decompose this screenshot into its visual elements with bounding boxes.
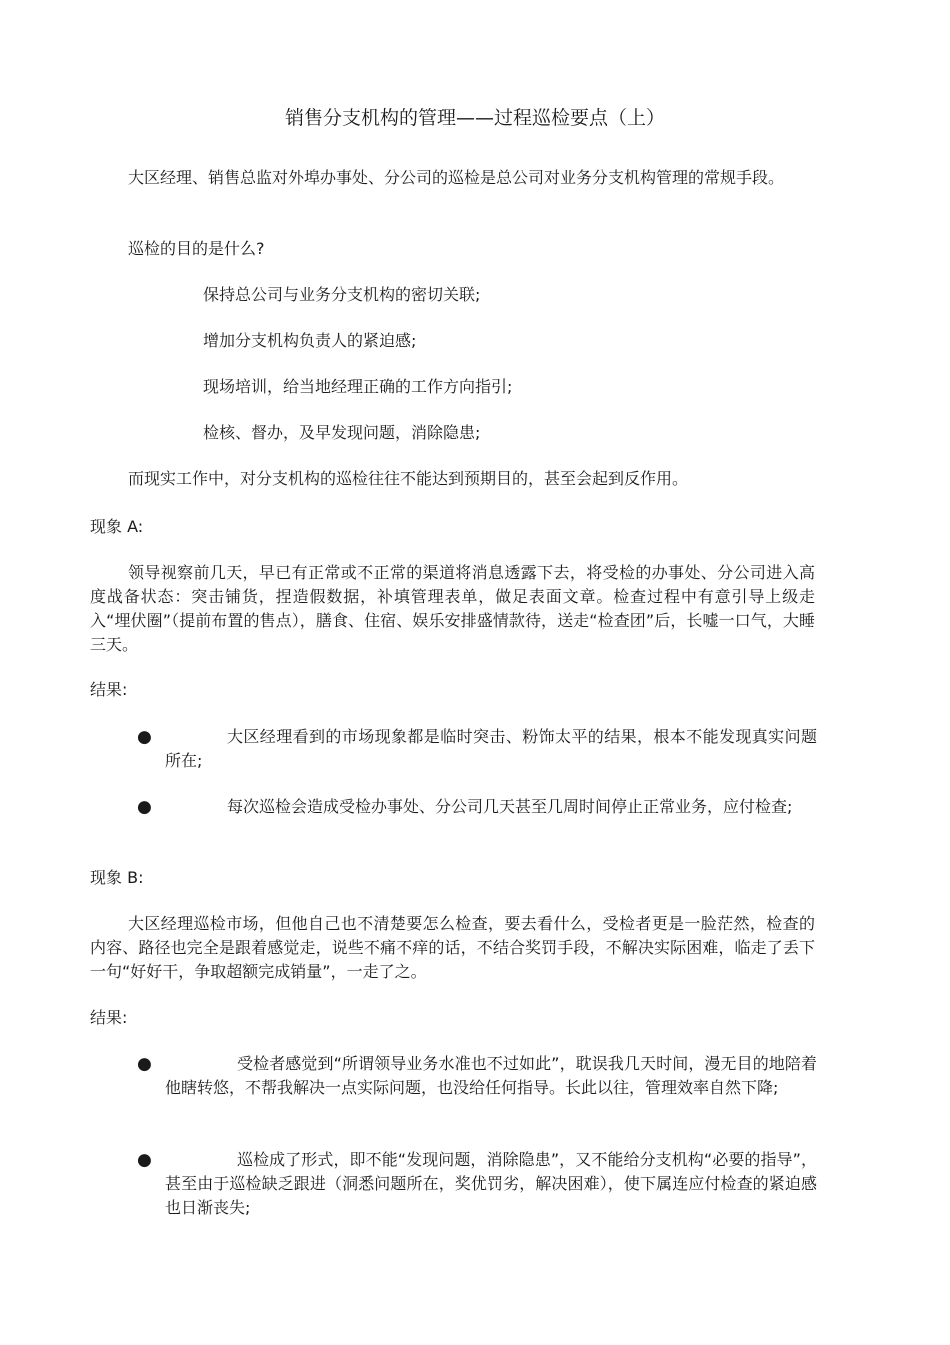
phenomenon-a-paragraph: 领导视察前几天，早已有正常或不正常的渠道将消息透露下去，将受检的办事处、分公司进入高度战备状态：突击铺货，捏造假数据，补填管理表单，做足表面文章。检查过程中有意引导上级走入“埋伏圈”（提前布置的售点），膳食、住宿、娱乐安排盛情款待，送走“检查团”后，长嘘一口气，大睡三天。	[90, 563, 815, 654]
result-a-text: 每次巡检会造成受检办事处、分公司几天甚至几周时间停止正常业务，应付检查;	[227, 797, 793, 816]
purpose-item: 增加分支机构负责人的紧迫感;	[203, 331, 417, 350]
question-line: 巡检的目的是什么?	[128, 239, 265, 258]
purpose-item: 检核、督办，及早发现问题，消除隐患;	[203, 423, 481, 442]
purpose-item: 保持总公司与业务分支机构的密切关联;	[203, 285, 481, 304]
result-a-item	[137, 725, 817, 773]
result-a-text: 大区经理看到的市场现象都是临时突击、粉饰太平的结果，根本不能发现真实问题所在;	[165, 727, 817, 770]
purpose-item: 现场培训，给当地经理正确的工作方向指引;	[203, 377, 513, 396]
result-b-label: 结果:	[90, 1008, 128, 1027]
result-b-item	[137, 1052, 817, 1100]
bullet-icon: ●	[137, 797, 152, 817]
bullet-icon: ●	[137, 1150, 152, 1170]
bullet-icon: ●	[137, 1054, 152, 1074]
result-b-text: 受检者感觉到“所谓领导业务水准也不过如此”，耽误我几天时间，漫无目的地陪着他瞎转悠，不帮我解决一点实际问题，也没给任何指导。长此以往，管理效率自然下降;	[165, 1054, 817, 1097]
phenomenon-a-label: 现象 A:	[90, 517, 144, 536]
result-b-text: 巡检成了形式，即不能“发现问题，消除隐患”，又不能给分支机构“必要的指导”，甚至由于巡检缺乏跟进（洞悉问题所在，奖优罚劣，解决困难），使下属连应付检查的紧迫感也日渐丧失;	[165, 1150, 817, 1217]
page-title: 销售分支机构的管理——过程巡检要点（上）	[284, 107, 665, 129]
result-a-label: 结果:	[90, 680, 128, 699]
result-b-item	[137, 1148, 817, 1220]
phenomenon-b-paragraph: 大区经理巡检市场，但他自己也不清楚要怎么检查，要去看什么，受检者更是一脸茫然，检查的内容、路径也完全是跟着感觉走，说些不痛不痒的话，不结合奖罚手段，不解决实际困难，临走了丢下一句“好好干，争取超额完成销量”，一走了之。	[90, 914, 815, 981]
intro-paragraph: 大区经理、销售总监对外埠办事处、分公司的巡检是总公司对业务分支机构管理的常规手段。	[128, 168, 785, 187]
result-a-item	[137, 795, 817, 819]
bullet-icon: ●	[137, 727, 152, 747]
reality-paragraph: 而现实工作中，对分支机构的巡检往往不能达到预期目的，甚至会起到反作用。	[128, 469, 689, 488]
phenomenon-b-label: 现象 B:	[90, 868, 144, 887]
